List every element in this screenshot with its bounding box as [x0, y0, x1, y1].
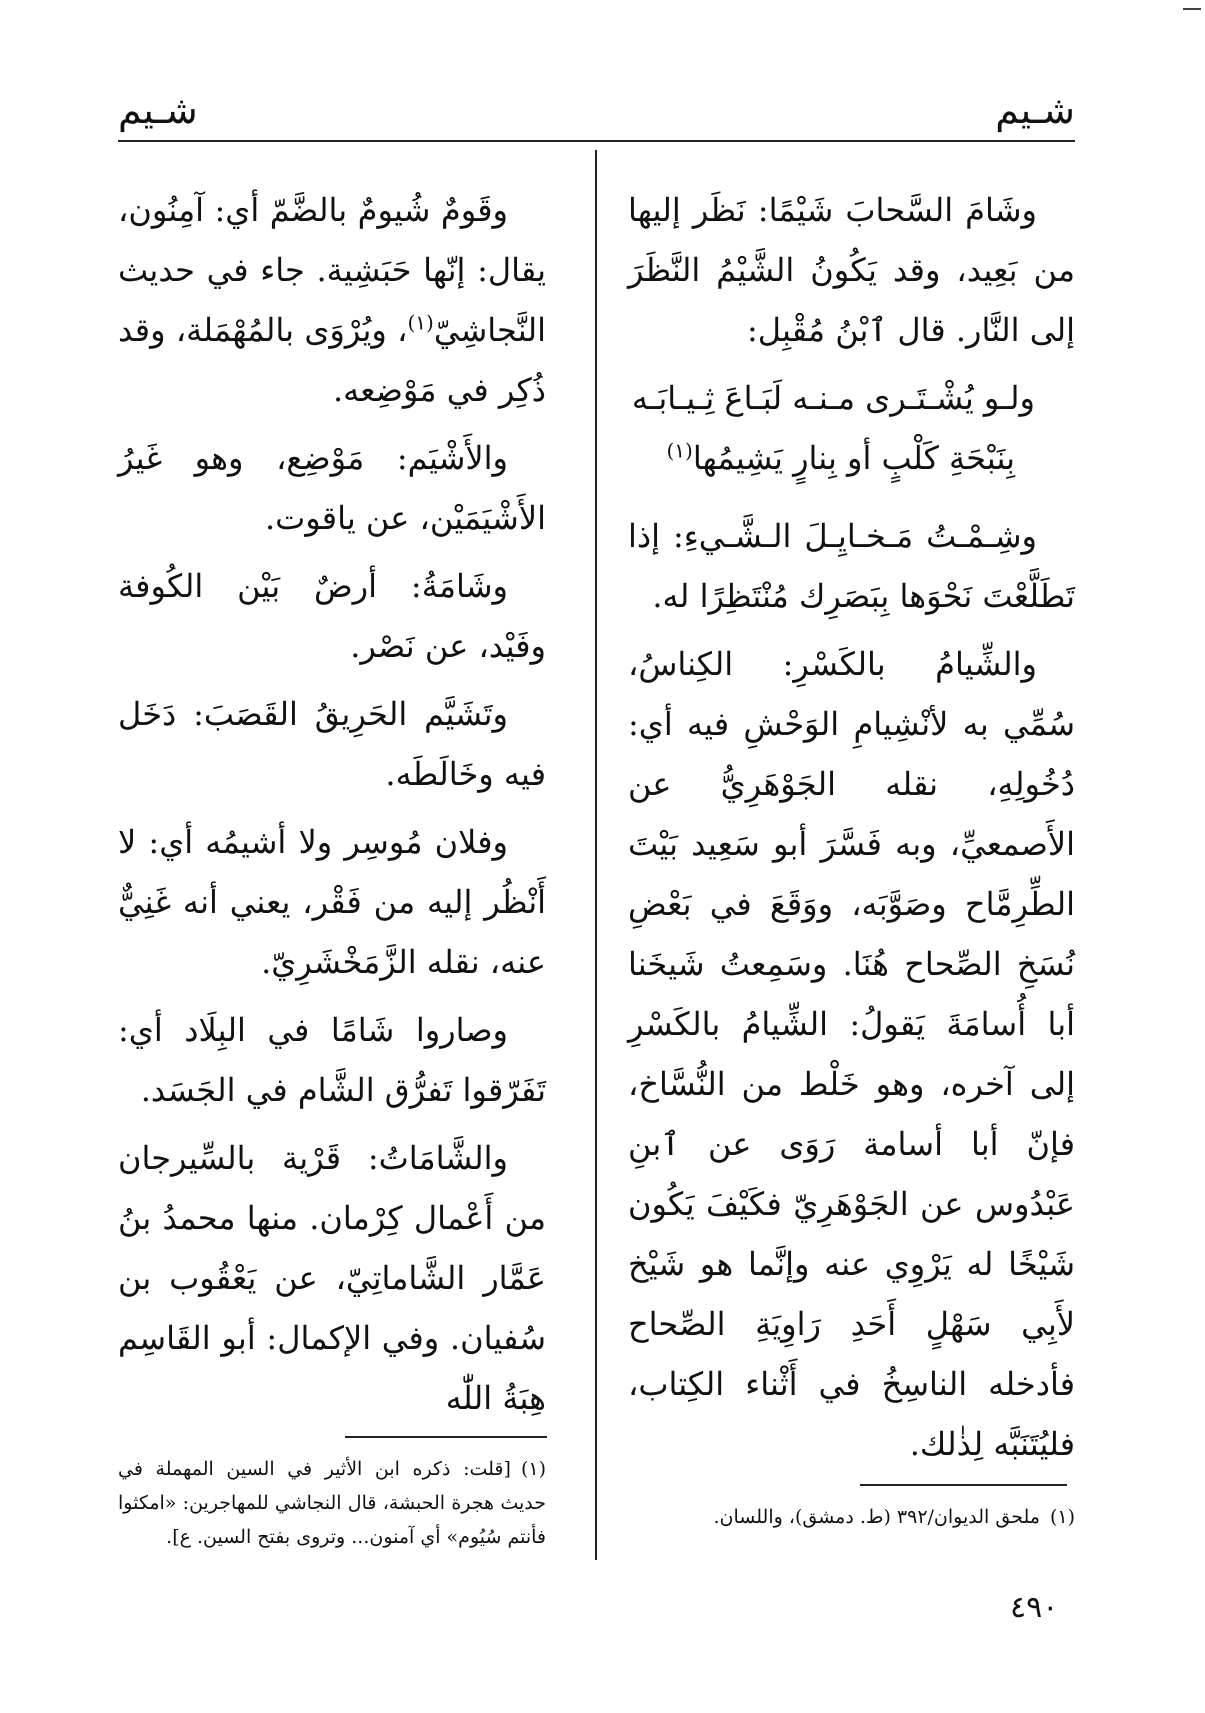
footnote-left: [118, 1452, 546, 1554]
entry-paragraph: والشِّيامُ بالكَسْرِ: الكِناسُ، سُمِّي به لأنْشِيامِ الوَحْشِ فيه أي: دُخُولِهِ، نقله الجَوْهَرِيُّ عن الأَصمعيِّ، وبه فَسَّرَ أبو سَعِيد بَيْتَ الطِّرِمَّاح وصَوَّبَه، ووَقَعَ في بَعْضِ نُسَخِ الصِّحاح هُنَا. وسَمِعتُ شَيخَنا أبا أُسامَةَ يَقولُ: الشِّيامُ بالكَسْرِ إلى آخره، وهو خَلْط من النُّسَّاخ، فإنّ أبا أسامة رَوَى عن ٱبنِ عَبْدُوس عن الجَوْهَرِيّ فكَيْفَ يَكُون شَيْخًا له يَرْوِي عنه وإنَّما هو شَيْخ لأَبِي سَهْلٍ أَحَدِ رَاوِيَةِ الصِّحاح فأدخله الناسِخُ في أَثْناء الكِتاب، فليُتَنَبَّه لِذٰلك.: [628, 645, 1075, 1463]
footnote-rule-right: [860, 1484, 1067, 1486]
right-column: [628, 180, 1075, 1482]
verse-line-2: [628, 428, 1075, 488]
corner-mark: [1183, 8, 1201, 10]
footnote-right: [628, 1500, 1075, 1534]
footnote-number: (١): [1049, 1506, 1075, 1528]
entry-paragraph: [118, 180, 546, 420]
entry-paragraph: والشَّامَاتُ: قَرْية بالسِّيرجان من أَعْمال كِرْمان. منها محمدُ بنُ عَمَّار الشَّاماتِيّ، عن يَعْقُوب بن سُفيان. وفي الإكمال: أبو القَاسِم هِبَةُ اللّٰه: [118, 1139, 546, 1417]
page-number: ٤٩٠: [1010, 1590, 1059, 1625]
entry-paragraph: وتَشَيَّم الحَرِيقُ القَصَبَ: دَخَل فيه وخَالَطَه.: [118, 695, 546, 793]
verse-text: بِنَبْحَةِ كَلْبٍ أو بِنارٍ يَشِيمُها: [692, 439, 1015, 477]
entry-paragraph: وشَامَ السَّحابَ شَيْمًا: نَظَر إليها من بَعِيد، وقد يَكُونُ الشَّيْمُ النَّظَرَ إلى النَّار. قال ٱبْنُ مُقْبِل:: [628, 191, 1075, 349]
column-divider: [595, 150, 597, 1560]
entry-paragraph: وشَامَةُ: أرضٌ بَيْن الكُوفة وفَيْد، عن نَصْر.: [118, 567, 546, 665]
entry-text: وقَومٌ شُيومٌ بالضَّمّ أي: آمِنُون، يقال: إنّها حَبَشِية. جاء في حديث النَّجاشِيّ: [118, 191, 546, 349]
entry-paragraph: والأَشْيَم: مَوْضِع، وهو غَيرُ الأَشْيَمَيْن، عن ياقوت.: [118, 439, 546, 537]
footnote-rule-left: [345, 1436, 547, 1438]
footnote-ref: (١): [666, 438, 693, 463]
entry-paragraph: وفلان مُوسِر ولا أشيمُه أي: لا أَنْظُر إليه من فَقْر، يعني أنه غَنِيٌّ عنه، نقله الزَّمَخْشَرِيّ.: [118, 823, 546, 981]
footnote-ref: (١): [407, 310, 434, 335]
footnote-text: ملحق الديوان/٣٩٢ (ط. دمشق)، واللسان.: [713, 1506, 1040, 1528]
left-column: [118, 180, 546, 1436]
entry-paragraph: وصاروا شَامًا في البِلَاد أي: تَفَرّقوا تَفرُّق الشَّام في الجَسَد.: [118, 1011, 546, 1109]
running-head-right: شـيم: [995, 88, 1075, 132]
entry-paragraph: وشِـمْـتُ مَـخـايِـلَ الـشَّـيءِ: إذا تَطَلَّعْتَ نَحْوَها بِبَصَرِك مُنْتَظِرًا له.: [628, 517, 1075, 615]
header-rule: [118, 140, 1075, 142]
verse-line-1: ولـو يُشْـتَـرى مـنـه لَبَـاعَ ثِـيـابَـه: [631, 379, 1035, 417]
entry-text: ، ويُرْوَى بالمُهْمَلة، وقد ذُكِر في مَوْضِعه.: [118, 311, 546, 409]
footnote-text: [قلت: ذكره ابن الأثير في السين المهملة في حديث هجرة الحبشة، قال النجاشي للمهاجرين: «امكثوا فأنتم سُيُوم» أي آمنون... وتروى بفتح السين. ع].: [118, 1458, 546, 1548]
footnote-number: (١): [520, 1458, 546, 1480]
running-head-left: شـيم: [118, 88, 198, 132]
